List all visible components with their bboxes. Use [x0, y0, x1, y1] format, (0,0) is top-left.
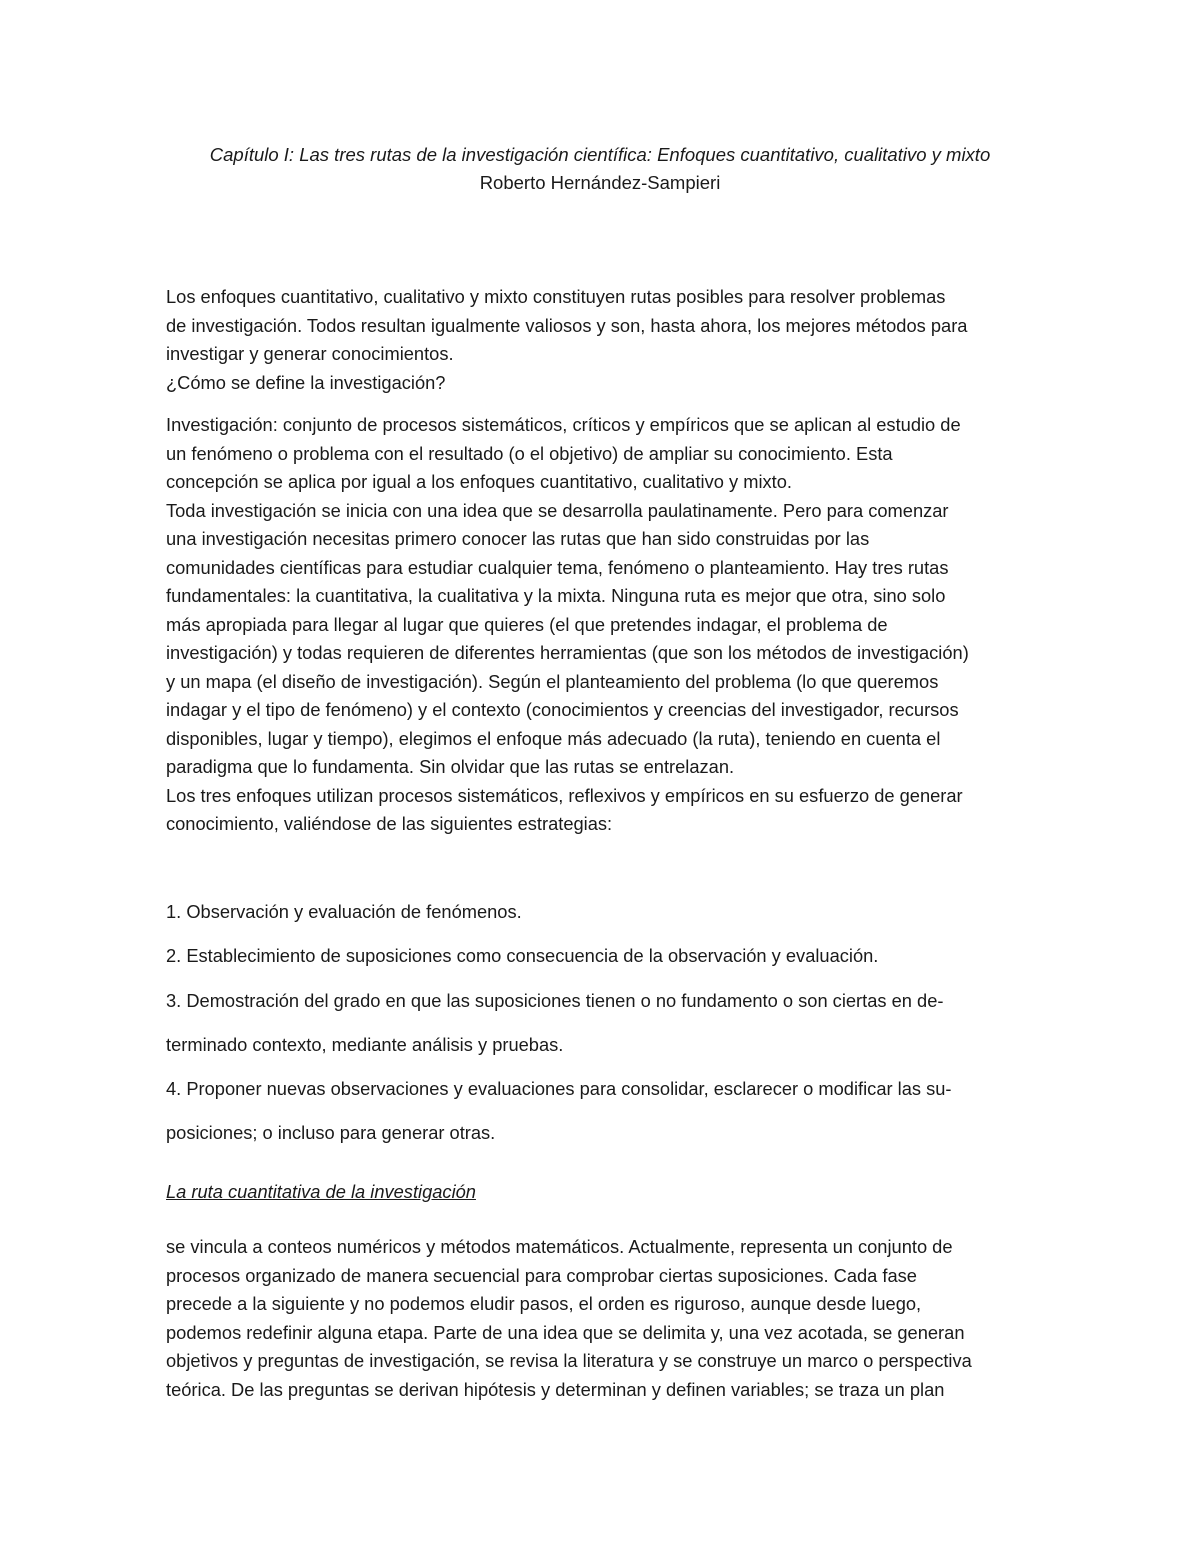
- text-line: más apropiada para llegar al lugar que quieres (el que pretendes indagar, el problema de: [166, 613, 888, 635]
- question-heading: ¿Cómo se define la investigación?: [166, 371, 446, 393]
- text-line: procesos organizado de manera secuencial para comprobar ciertas suposiciones. Cada fase: [166, 1264, 917, 1286]
- text-line: podemos redefinir alguna etapa. Parte de una idea que se delimita y, una vez acotada, se generan: [166, 1321, 965, 1343]
- text-line: paradigma que lo fundamenta. Sin olvidar que las rutas se entrelazan.: [166, 756, 735, 777]
- text-line: un fenómeno o problema con el resultado (o el objetivo) de ampliar su conocimiento. Esta: [166, 442, 893, 464]
- chapter-title: Capítulo I: Las tres rutas de la investigación científica: Enfoques cuantitativo, cualitativo y mixto: [209, 144, 991, 165]
- quantitative-paragraph: [166, 1233, 1046, 1404]
- text-line: precede a la siguiente y no podemos eludir pasos, el orden es riguroso, aunque desde luego,: [166, 1293, 922, 1314]
- text-line: investigar y generar conocimientos.: [166, 343, 454, 364]
- text-line: Los tres enfoques utilizan procesos sistemáticos, reflexivos y empíricos en su esfuerzo de generar: [166, 784, 963, 806]
- strategy-item-3-continuation: terminado contexto, mediante análisis y pruebas.: [166, 1034, 564, 1055]
- strategy-item-4: 4. Proponer nuevas observaciones y evaluaciones para consolidar, esclarecer o modificar las su-: [166, 1078, 952, 1099]
- text-line: Los enfoques cuantitativo, cualitativo y mixto constituyen rutas posibles para resolver problemas: [166, 286, 946, 307]
- text-line: fundamentales: la cuantitativa, la cualitativa y la mixta. Ninguna ruta es mejor que otra, sino solo: [166, 585, 946, 606]
- text-line: objetivos y preguntas de investigación, se revisa la literatura y se construye un marco o perspectiva: [166, 1350, 972, 1371]
- text-line: teórica. De las preguntas se derivan hipótesis y determinan y definen variables; se traza un plan: [166, 1378, 945, 1400]
- strategy-item-1: 1. Observación y evaluación de fenómenos.: [166, 901, 522, 922]
- text-line: investigación) y todas requieren de diferentes herramientas (que son los métodos de investigación): [166, 642, 969, 663]
- strategy-item-2: 2. Establecimiento de suposiciones como consecuencia de la observación y evaluación.: [166, 945, 879, 966]
- section-heading: La ruta cuantitativa de la investigación: [166, 1181, 476, 1202]
- text-line: concepción se aplica por igual a los enfoques cuantitativo, cualitativo y mixto.: [166, 471, 792, 492]
- strategy-item-4-continuation: posiciones; o incluso para generar otras.: [166, 1122, 496, 1143]
- text-line: una investigación necesitas primero conocer las rutas que han sido construidas por las: [166, 528, 870, 549]
- strategy-item-3: 3. Demostración del grado en que las suposiciones tienen o no fundamento o son ciertas en de-: [166, 990, 944, 1011]
- text-line: Investigación: conjunto de procesos sistemáticos, críticos y empíricos que se aplican al estudio de: [166, 414, 961, 435]
- text-line: se vincula a conteos numéricos y métodos matemáticos. Actualmente, representa un conjunto de: [166, 1236, 953, 1257]
- intro-paragraph: [166, 283, 1046, 397]
- author-name: Roberto Hernández-Sampieri: [479, 172, 721, 193]
- text-line: y un mapa (el diseño de investigación). Según el planteamiento del problema (lo que queremos: [166, 670, 939, 692]
- text-line: disponibles, lugar y tiempo), elegimos el enfoque más adecuado (la ruta), teniendo en cuenta el: [166, 727, 941, 749]
- text-line: conocimiento, valiéndose de las siguientes estrategias:: [166, 813, 613, 834]
- text-line: Toda investigación se inicia con una idea que se desarrolla paulatinamente. Pero para comenzar: [166, 499, 949, 521]
- text-line: comunidades científicas para estudiar cualquier tema, fenómeno o planteamiento. Hay tres rutas: [166, 556, 949, 578]
- text-line: de investigación. Todos resultan igualmente valiosos y son, hasta ahora, los mejores métodos para: [166, 314, 968, 336]
- definition-paragraph: [166, 411, 1046, 839]
- text-line: indagar y el tipo de fenómeno) y el contexto (conocimientos y creencias del investigador, recursos: [166, 699, 959, 720]
